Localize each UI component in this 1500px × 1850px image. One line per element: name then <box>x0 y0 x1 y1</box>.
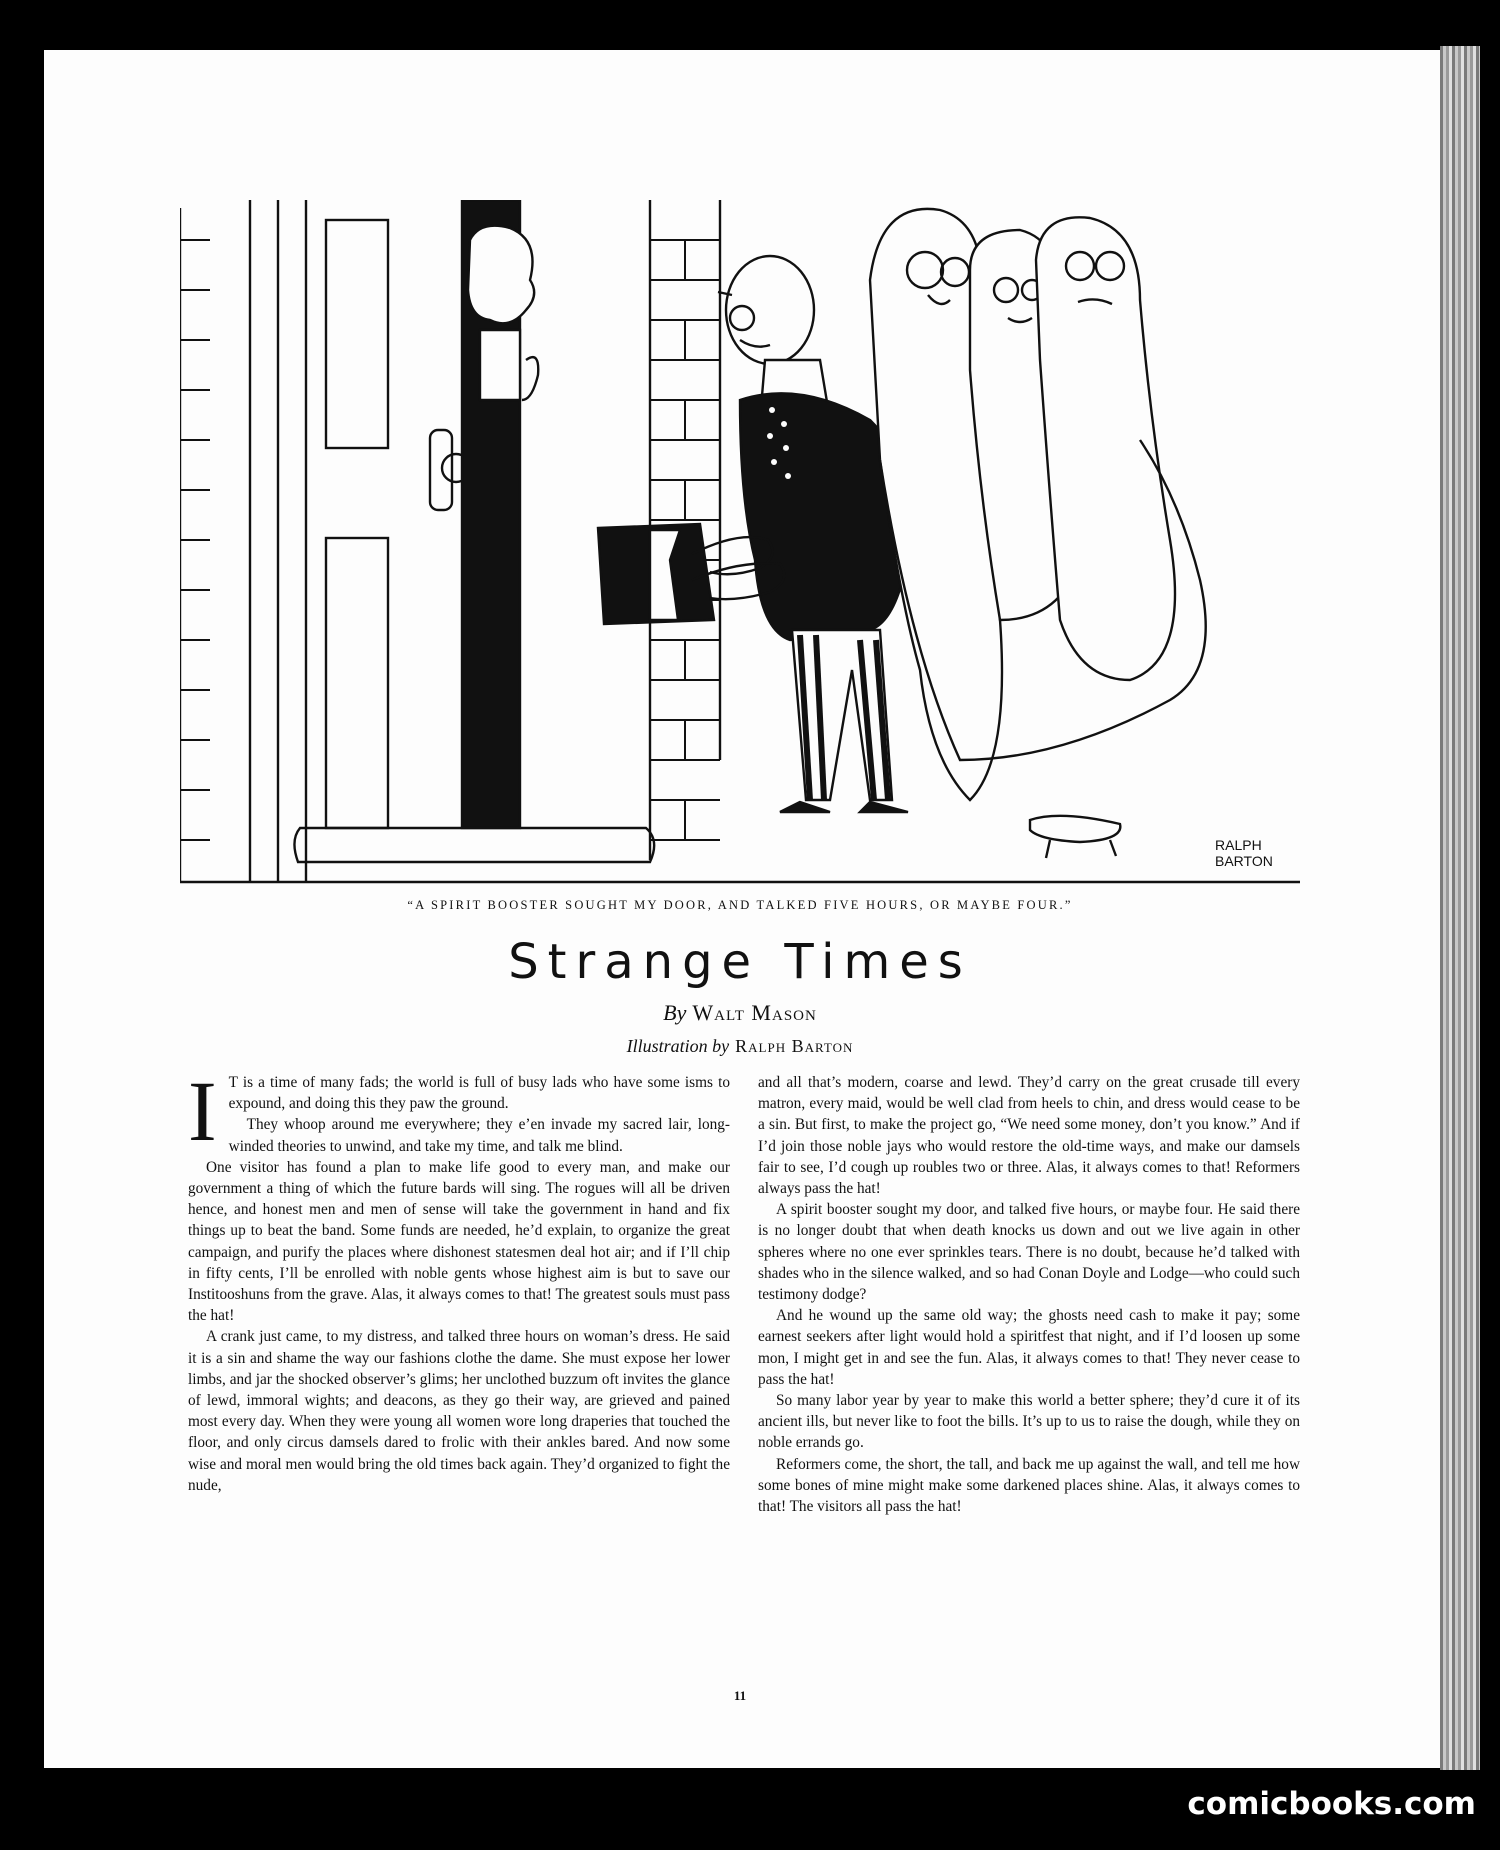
illustration-caption: “A SPIRIT BOOSTER SOUGHT MY DOOR, AND TALKED FIVE HOURS, OR MAYBE FOUR.” <box>407 898 1073 912</box>
article-column-left <box>188 1063 730 1496</box>
article-paragraph: So many labor year by year to make this world a better sphere; they’d cure it of its ancient ills, but never like to foot the bills. It’s up to us to raise the dough, while they on noble errands go. <box>758 1392 1300 1452</box>
page-number: 11 <box>733 1688 747 1703</box>
article-title: Strange Times <box>508 934 972 990</box>
illustration <box>180 200 1300 890</box>
article-paragraph: A crank just came, to my distress, and talked three hours on woman’s dress. He said it is a sin and shame the way our fashions clothe the dame. She must expose her lower limbs, and jar the shocked observer’s glims; her unclothed buzzum oft invites the glance of lewd, immoral wights; and deacons, as they go their way, are grieved and pained most every day. When they were young all women wore long draperies that touched the floor, and only circus damsels dared to frolic with their ankles bared. And now some wise and moral men would bring the old times back again. They’d organized to fight the nude, <box>188 1328 730 1494</box>
article-paragraph: Reformers come, the short, the tall, and back me up against the wall, and tell me how some bones of mine might make some darkened places shine. Alas, it always comes to that! The visitors all pass the hat! <box>758 1455 1300 1516</box>
article-paragraph: and all that’s modern, coarse and lewd. They’d carry on the great crusade till every matron, every maid, would be well clad from heels to chin, and dress would cease to be a sin. But first, to make the project go, “We need some money, don’t you know.” And if I’d join those noble jays who would restore the old-time ways, and make our damsels fair to see, I’d cough up roubles two or three. Alas, it always comes to that! Reformers always pass the hat! <box>758 1074 1300 1198</box>
byline <box>180 1000 1300 1026</box>
illustration-drawing <box>180 200 1300 890</box>
article-paragraph: One visitor has found a plan to make life good to every man, and make our government a thing of which the future bards will sing. The rogues will all be driven hence, and honest men and men of sense will take the government in hand and fix things up to beat the band. Some funds are needed, he’d explain, to organize the great campaign, and purify the places where dishonest statesmen deal hot air; and if I’ll chip in fifty cents, I’ll be enrolled with noble gents whose highest aim is but to save our Institooshuns from the grave. Alas, it always comes to that! The greatest souls must pass the hat! <box>188 1158 730 1325</box>
byline-prefix: By <box>663 1000 687 1025</box>
illustration-credit <box>180 1036 1300 1057</box>
article-paragraph: A spirit booster sought my door, and talked five hours, or maybe four. He said there is no longer doubt that when death knocks us down and out we live again in other spheres where no one ever sprinkles tears. There is no doubt, because he’d talked with shades who in the silence walked, and so had Conan Doyle and Lodge—who could such testimony dodge? <box>758 1201 1300 1304</box>
article-paragraph: I T is a time of many fads; the world is full of busy lads who have some isms to expound, and doing this they paw the ground. <box>188 1063 730 1159</box>
artist-signature-line1: RALPH <box>1215 837 1262 853</box>
site-watermark: comicbooks.com <box>1187 1786 1476 1822</box>
credit-prefix: Illustration by <box>626 1036 730 1056</box>
author-name: Walt Mason <box>692 1000 817 1025</box>
article-paragraph: And he wound up the same old way; the ghosts need cash to make it pay; some earnest seekers after light would hold a spiritfest that night, and if I’d loosen up some mon, I might get in and see the fun. Alas, it always comes to that! They never cease to pass the hat! <box>758 1307 1300 1388</box>
drop-cap: I <box>188 1063 217 1159</box>
article-paragraph: They whoop around me everywhere; they e’en invade my sacred lair, long-winded theories to unwind, and take my time, and talk me blind. <box>228 1116 730 1155</box>
illustrator-name: Ralph Barton <box>735 1036 854 1056</box>
article-column-right <box>758 1072 1300 1517</box>
book-spine <box>1440 46 1480 1770</box>
artist-signature-line2: BARTON <box>1215 853 1273 869</box>
